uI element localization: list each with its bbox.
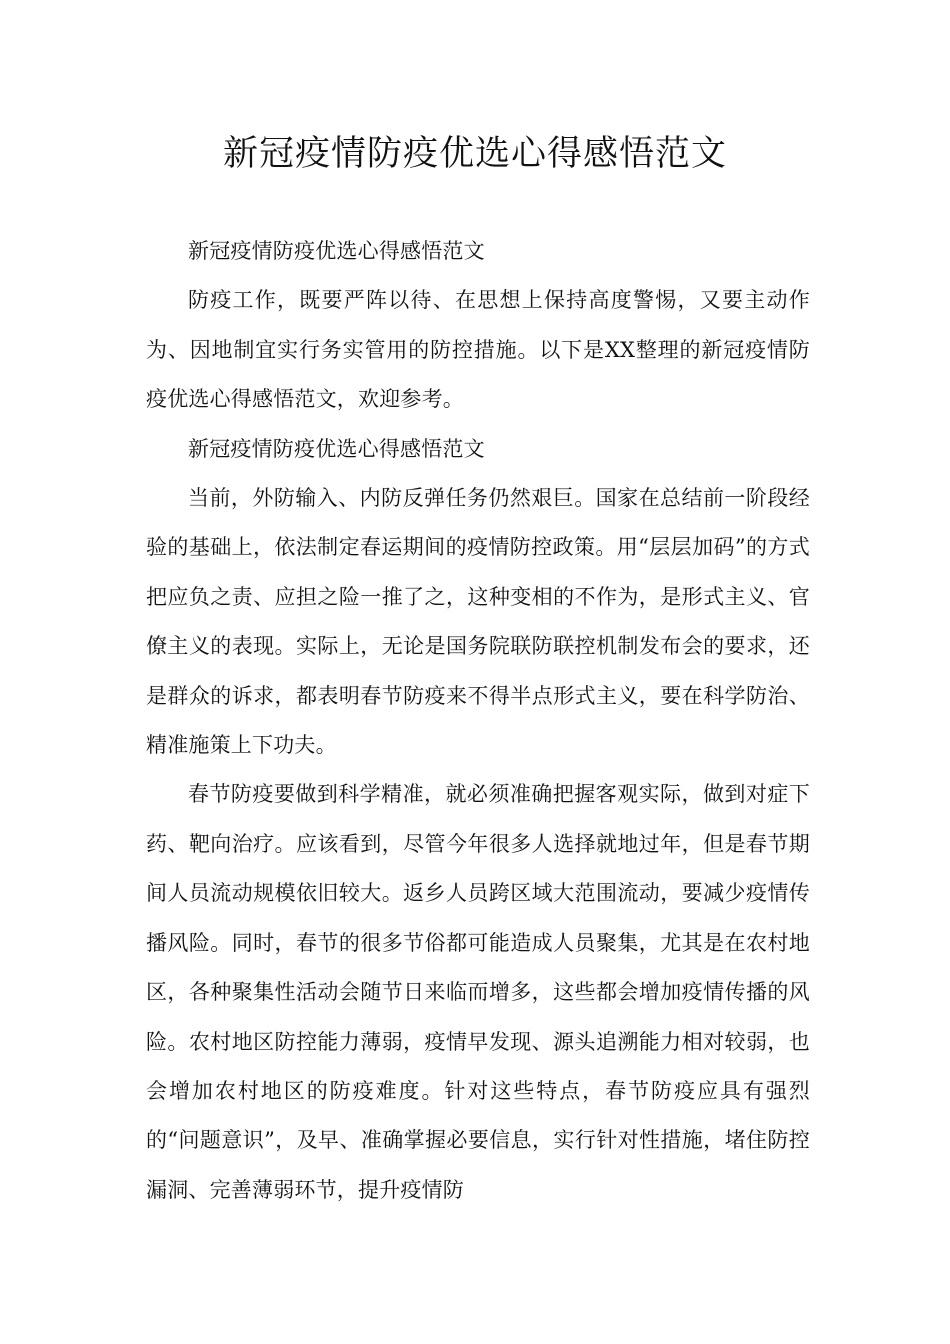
paragraph-subtitle-1: 新冠疫情防疫优选心得感悟范文 (188, 239, 485, 263)
paragraph-body-1: 当前，外防输入、内防反弹任务仍然艰巨。国家在总结前一阶段经验的基础上，依法制定春运期间的疫情防控政策。用“层层加码”的方式把应负之责、应担之险一推了之，这种变相的不作为，是形式主义、官僚主义的表现。实际上，无论是国务院联防联控机制发布会的要求，还是群众的诉求，都表明春节防疫来不得半点形式主义，要在科学防治、精准施策上下功夫。 (146, 486, 810, 758)
document-body (146, 227, 810, 1215)
document-title: 新冠疫情防疫优选心得感悟范文 (222, 134, 727, 174)
paragraph-body-2: 春节防疫要做到科学精准，就必须准确把握客观实际，做到对症下药、靶向治疗。应该看到，尽管今年很多人选择就地过年，但是春节期间人员流动规模依旧较大。返乡人员跨区域大范围流动，要减少疫情传播风险。同时，春节的很多节俗都可能造成人员聚集，尤其是在农村地区，各种聚集性活动会随节日来临而增多，这些都会增加疫情传播的风险。农村地区防控能力薄弱，疫情早发现、源头追溯能力相对较弱，也会增加农村地区的防疫难度。针对这些特点，春节防疫应具有强烈的“问题意识”，及早、准确掌握必要信息，实行针对性措施，堵住防控漏洞、完善薄弱环节，提升疫情防 (146, 782, 810, 1202)
paragraph-intro: 防疫工作，既要严阵以待、在思想上保持高度警惕，又要主动作为、因地制宜实行务实管用的防控措施。以下是XX整理的新冠疫情防疫优选心得感悟范文，欢迎参考。 (146, 288, 810, 412)
paragraph-subtitle-2: 新冠疫情防疫优选心得感悟范文 (188, 436, 485, 461)
